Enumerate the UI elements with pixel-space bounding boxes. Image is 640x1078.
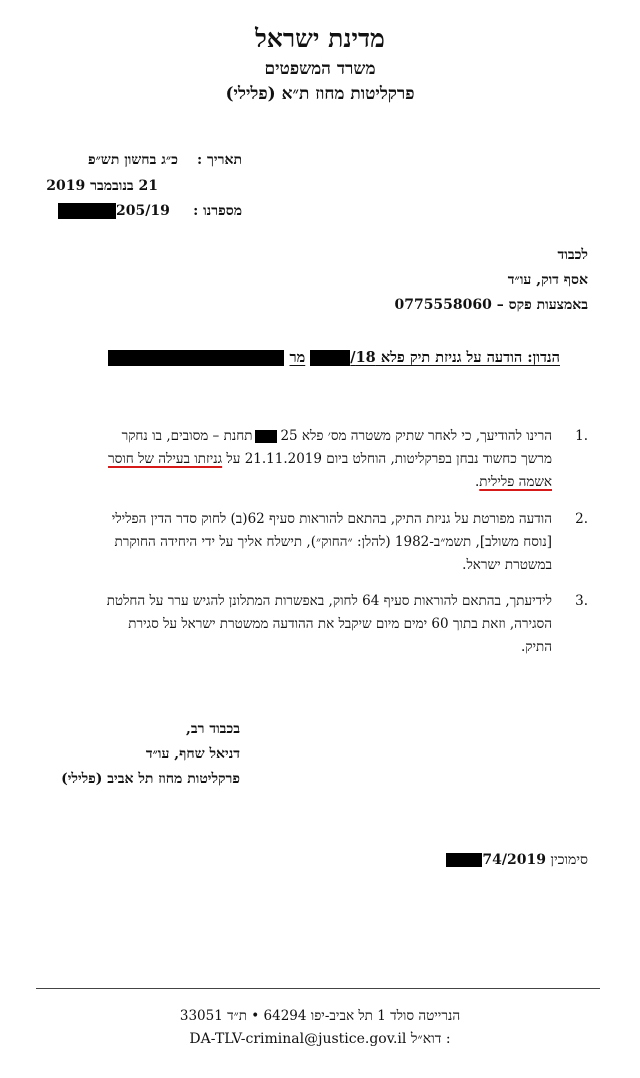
paragraph-line: התיק. — [520, 639, 552, 655]
paragraph-line: הודעה מפורטת על גניזת התיק, בהתאם להוראות סעיף 62(ב) לחוק סדר הדין הפלילי — [111, 511, 552, 527]
redaction-block — [446, 853, 482, 867]
subject-text: הנדון: הודעה על גניזת תיק פלא 18/ — [350, 349, 560, 366]
paragraph-text: הרינו להודיעך, כי לאחר שתיק משטרה מס׳ פלא 25 — [280, 428, 552, 444]
highlighted-text: גניזתו בעילה של חוסר — [108, 451, 223, 467]
redaction-block — [58, 203, 116, 219]
ref-label: מספרנו : — [193, 203, 242, 219]
redaction-block — [255, 430, 277, 443]
reference-value: 74/2019 — [482, 852, 546, 868]
signature-closing: בכבוד רב, — [185, 721, 240, 737]
ref-value: 205/19 — [116, 203, 170, 219]
letterhead-ministry: משרד המשפטים — [264, 59, 376, 79]
paragraph-line: במשטרת ישראל. — [462, 557, 552, 573]
date-label: תאריך : — [197, 152, 242, 168]
letterhead-office: פרקליטות מחוז ת״א (פלילי) — [225, 84, 415, 104]
footer-email[interactable]: DA-TLV-criminal@justice.gov.il — [189, 1031, 407, 1047]
paragraph-2 — [32, 508, 552, 577]
paragraph-number-2: .2 — [575, 511, 588, 527]
subject-line — [108, 349, 560, 367]
letterhead-title: מדינת ישראל — [255, 24, 385, 53]
recipient-to: לכבוד — [557, 247, 588, 263]
paragraph-line: [נוסח משולב], תשמ״ב-1982 (להלן: ״החוק״), תישלח אליך על ידי היחידה החוקרת — [114, 534, 552, 550]
paragraph-line: לידיעתך, בהתאם להוראות סעיף 64 לחוק, באפשרות המתלונן להגיש ערר על החלטת — [106, 593, 552, 609]
footer-address: הנרייטה סולד 1 תל אביב-יפו 64294 • ת״ד 33051 — [179, 1008, 461, 1024]
paragraph-number-1: .1 — [575, 428, 588, 444]
ref-number — [58, 203, 170, 219]
paragraph-line: הסגירה, וזאת בתוך 60 ימים מיום שיקבל את ההודעה ממשטרת ישראל על סגירת — [128, 616, 552, 632]
paragraph-number-3: .3 — [575, 593, 588, 609]
paragraph-1 — [32, 425, 552, 494]
paragraph-text: תחנת – מסובים, בו נחקר — [121, 428, 253, 444]
reference-line — [446, 852, 588, 869]
recipient-name: אסף דוק, עו״ד — [507, 272, 588, 288]
date-gregorian: 21 בנובמבר 2019 — [46, 178, 158, 194]
paragraph-text: מרשך כחשוד נבחן בפרקליטות, הוחלט ביום 21.11.2019 על — [222, 451, 552, 467]
footer-divider — [36, 988, 600, 989]
reference-label: סימוכין — [550, 852, 588, 868]
paragraph-3 — [32, 590, 552, 659]
signature-name: דניאל שחף, עו״ד — [145, 746, 240, 762]
paragraph-text: . — [474, 474, 480, 490]
subject-mr: מר — [289, 349, 306, 366]
signature-office: פרקליטות מחוז תל אביב (פלילי) — [61, 771, 240, 787]
redaction-block — [310, 350, 350, 366]
footer-contact — [0, 1031, 640, 1048]
date-hebrew: כ״ג בחשון תש״פ — [87, 152, 178, 168]
recipient-fax: באמצעות פקס – 0775558060 — [394, 297, 588, 313]
highlighted-text: אשמה פלילית — [479, 474, 552, 490]
footer-email-label: דוא״ל : — [410, 1031, 451, 1047]
reference-number — [446, 852, 546, 868]
redaction-block — [108, 350, 284, 366]
